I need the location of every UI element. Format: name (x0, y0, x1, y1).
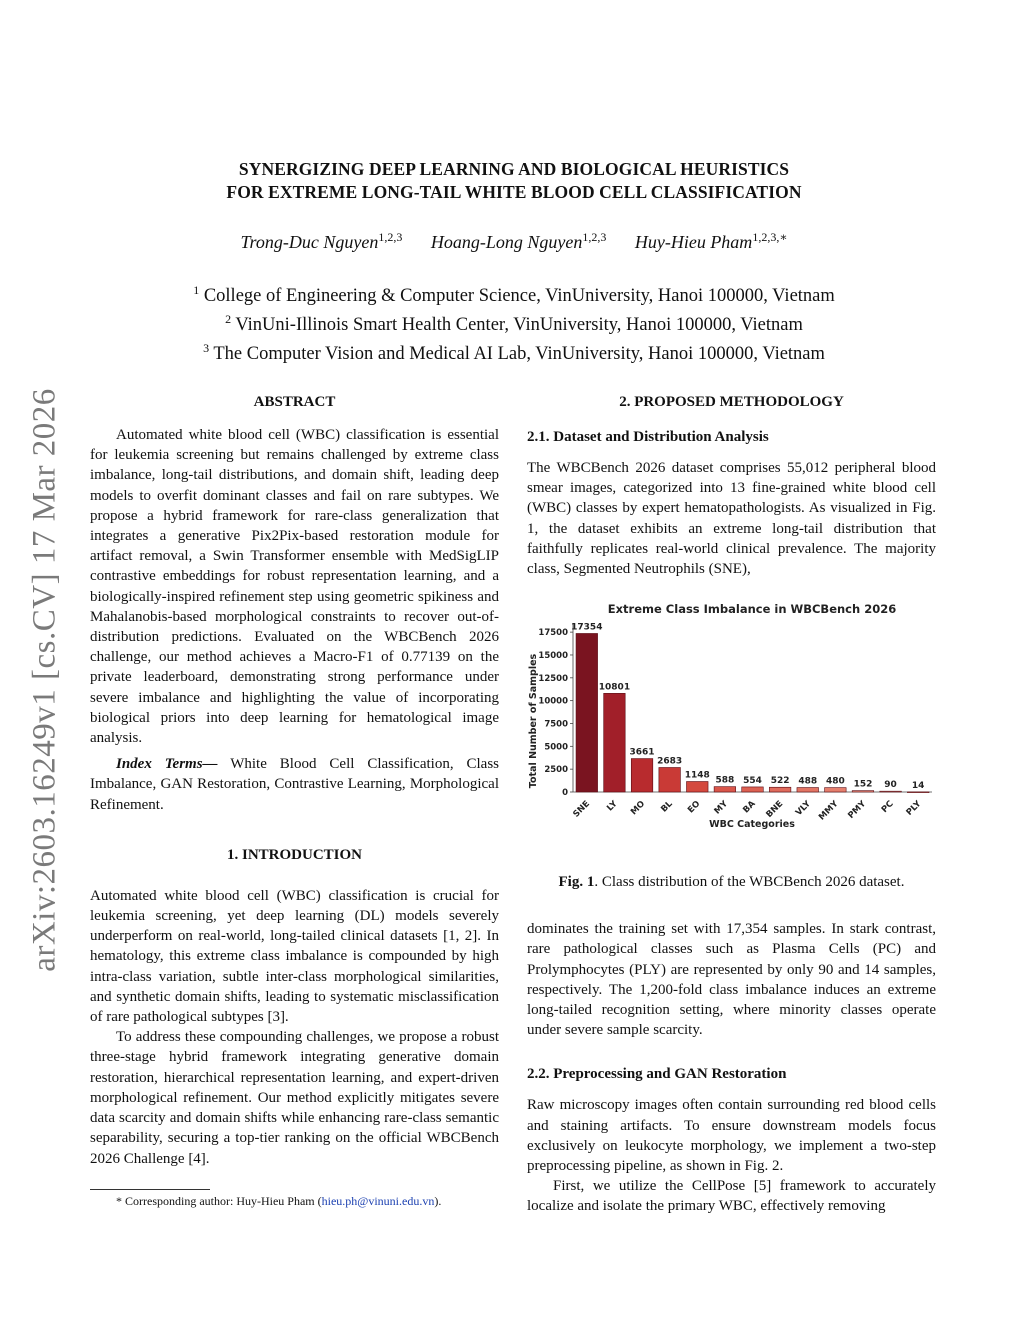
title-line-1: SYNERGIZING DEEP LEARNING AND BIOLOGICAL HEURISTICS (238, 159, 790, 179)
y-tick-label: 0 (562, 788, 568, 799)
methodology-heading: 2. PROPOSED METHODOLOGY (619, 394, 844, 410)
y-tick-label: 15000 (538, 651, 568, 662)
author: Hoang-Long Nguyen$^{1,2,3}$ (430, 230, 607, 252)
left-column (90, 394, 499, 1209)
x-tick-label: PC (879, 799, 896, 816)
x-tick-label: LY (605, 799, 620, 814)
subsection-2-2-heading: 2.2. Preprocessing and GAN Restoration (527, 1066, 787, 1083)
x-tick-label: SNE (571, 799, 592, 820)
figure-1 (527, 595, 936, 840)
bar-value-label: 588 (715, 775, 735, 786)
bar-value-label: 3661 (629, 747, 655, 758)
paper-title (100, 158, 928, 204)
bar-value-label: 17354 (571, 622, 603, 633)
y-tick-label: 2500 (544, 765, 568, 776)
bar-ly (604, 694, 626, 793)
abstract-text: Automated white blood cell (WBC) classification is essential for leukemia screening but remains challenged by extreme class imbalance, long-tail distributions, and domain shift, leading deep models to overfit dominant classes and fail on rare subtypes. We propose a hybrid framework for rare-class generalization that integrates a generative Pix2Pix-based restoration module for artifact removal, a Swin Transformer ensemble with MedSigLIP contrastive embeddings for robust representation learning, and a biologically-inspired refinement step using geometric spikiness and Mahalanobis-based morphological constraints to recover out-of-distribution predictions. Evaluated on the WBCBench 2026 challenge, our method achieves a Macro-F1 of 0.77139 on the private leaderboard, demonstrating strong performance under severe imbalance and highlighting the value of incorporating biological priors into deep learning for hematological image analysis. (90, 427, 499, 747)
bar-value-label: 1148 (684, 770, 710, 781)
footnote-rule (90, 1189, 210, 1190)
bar-value-label: 90 (884, 780, 897, 791)
bar-bne (769, 787, 791, 792)
bar-vly (797, 788, 819, 792)
x-tick-label: PLY (904, 799, 924, 818)
bar-my (714, 787, 736, 792)
author: Trong-Duc Nguyen$^{1,2,3}$ (240, 230, 403, 252)
x-tick-label: MMY (817, 799, 841, 823)
y-tick-label: 5000 (544, 742, 568, 753)
x-axis-label: WBC Categories (709, 819, 795, 831)
bar-value-label: 488 (798, 776, 818, 787)
x-tick-label: VLY (793, 799, 813, 819)
x-tick-label: MY (712, 799, 731, 817)
bar-pc (880, 791, 902, 792)
affiliation: $^3$ The Computer Vision and Medical AI Lab, VinUniversity, Hanoi 100000, Vietnam (203, 341, 825, 365)
intro-paragraph-2: To address these compounding challenges, we propose a robust three-stage hybrid framework integrating generative domain restoration, hierarchical representation learning, and expert-driven morphological refinement. Our method explicitly mitigates severe data scarcity and domain shifts while enhancing rare-class semantic separability, securing a top-tier ranking on the official WBCBench 2026 Challenge [4]. (90, 1029, 499, 1167)
bar-sne (576, 634, 598, 793)
bar-value-label: 10801 (598, 682, 631, 693)
bar-value-label: 554 (743, 776, 762, 787)
bar-eo (686, 782, 708, 792)
distribution-paragraph: dominates the training set with 17,354 samples. In stark contrast, rare pathological classes such as Plasma Cells (PC) and Prolymphocytes (PLY) are represented by only 90 and 14 samples, respectively. The 1,200-fold class imbalance induces an extreme long-tailed recognition setting, where minority classes operate under severe sample scarcity. (527, 921, 936, 1039)
affiliation: $^1$ College of Engineering & Computer Science, VinUniversity, Hanoi 100000, Vietnam (193, 283, 835, 307)
bar-ba (742, 787, 764, 792)
author: Huy-Hieu Pham$^{1,2,3,∗}$ (634, 230, 788, 252)
x-tick-label: PMY (846, 799, 869, 822)
cellpose-paragraph: First, we utilize the CellPose [5] framework to accurately localize and isolate the primary WBC, effectively removing (527, 1178, 936, 1215)
arxiv-identifier: arXiv:2603.16249v1 [cs.CV] 17 Mar 2026 (26, 388, 63, 972)
bar-mmy (825, 788, 847, 792)
intro-paragraph-1: Automated white blood cell (WBC) classification is crucial for leukemia screening, yet deep learning (DL) models severely underperform on real-world, long-tailed clinical datasets [1, 2]. In hematology, this extreme class imbalance is compounded by high intra-class variation, subtle inter-class morphological similarities, and synthetic domain shifts, leading to systematic misclassification of rare pathological subtypes [3]. (90, 887, 499, 1026)
right-column (527, 394, 936, 1217)
y-tick-label: 17500 (538, 628, 568, 639)
subsection-2-1-heading: 2.1. Dataset and Distribution Analysis (527, 429, 769, 445)
bar-pmy (852, 791, 874, 792)
x-tick-label: BNE (764, 799, 786, 821)
x-tick-label: BA (741, 799, 758, 816)
x-tick-label: BL (659, 799, 675, 815)
bar-mo (631, 759, 653, 792)
bar-value-label: 480 (825, 776, 845, 787)
footnote: * Corresponding author: Huy-Hieu Pham (hieu.ph@vinuni.edu.vn). (116, 1193, 442, 1208)
y-tick-label: 7500 (544, 719, 568, 730)
y-tick-label: 12500 (538, 674, 568, 685)
title-line-2: FOR EXTREME LONG-TAIL WHITE BLOOD CELL CLASSIFICATION (226, 182, 802, 202)
x-tick-label: MO (628, 799, 648, 818)
figure-1-caption: Fig. 1. Class distribution of the WBCBench 2026 dataset. (558, 874, 905, 891)
arxiv-sidebar (20, 365, 70, 995)
bar-value-label: 522 (770, 776, 790, 787)
abstract-heading: ABSTRACT (253, 394, 336, 410)
bar-ply (907, 792, 929, 793)
index-terms: Index Terms— White Blood Cell Classification, Class Imbalance, GAN Restoration, Contrastive Learning, Morphological Refinement. (90, 756, 500, 813)
bar-value-label: 2683 (657, 756, 683, 767)
y-tick-label: 10000 (538, 696, 568, 707)
chart-title: Extreme Class Imbalance in WBCBench 2026 (607, 602, 897, 617)
y-axis-label: Total Number of Samples (528, 654, 539, 789)
affiliations (100, 279, 928, 366)
bar-value-label: 14 (911, 781, 925, 792)
affiliation: $^2$ VinUni-Illinois Smart Health Center, VinUniversity, Hanoi 100000, Vietnam (225, 312, 803, 336)
preprocessing-paragraph: Raw microscopy images often contain surrounding red blood cells and staining artifacts. To ensure downstream models focus exclusively on leukocyte morphology, we implement a two-step preprocessing pipeline, as shown in Fig. 2. (527, 1097, 936, 1175)
class-distribution-chart (527, 595, 936, 840)
x-tick-label: EO (686, 799, 703, 816)
introduction-heading: 1. INTRODUCTION (226, 846, 362, 863)
author-list (100, 230, 928, 253)
dataset-paragraph: The WBCBench 2026 dataset comprises 55,012 peripheral blood smear images, categorized into 13 fine-grained white blood cell (WBC) classes by expert hematopathologists. As visualized in Fig. 1, the dataset exhibits an extreme long-tail distribution that faithfully replicates real-world clinical prevalence. The majority class, Segmented Neutrophils (SNE), (527, 460, 936, 578)
bar-value-label: 152 (853, 779, 873, 790)
email-link[interactable]: hieu.ph@vinuni.edu.vn (321, 1193, 435, 1208)
bar-bl (659, 768, 681, 793)
